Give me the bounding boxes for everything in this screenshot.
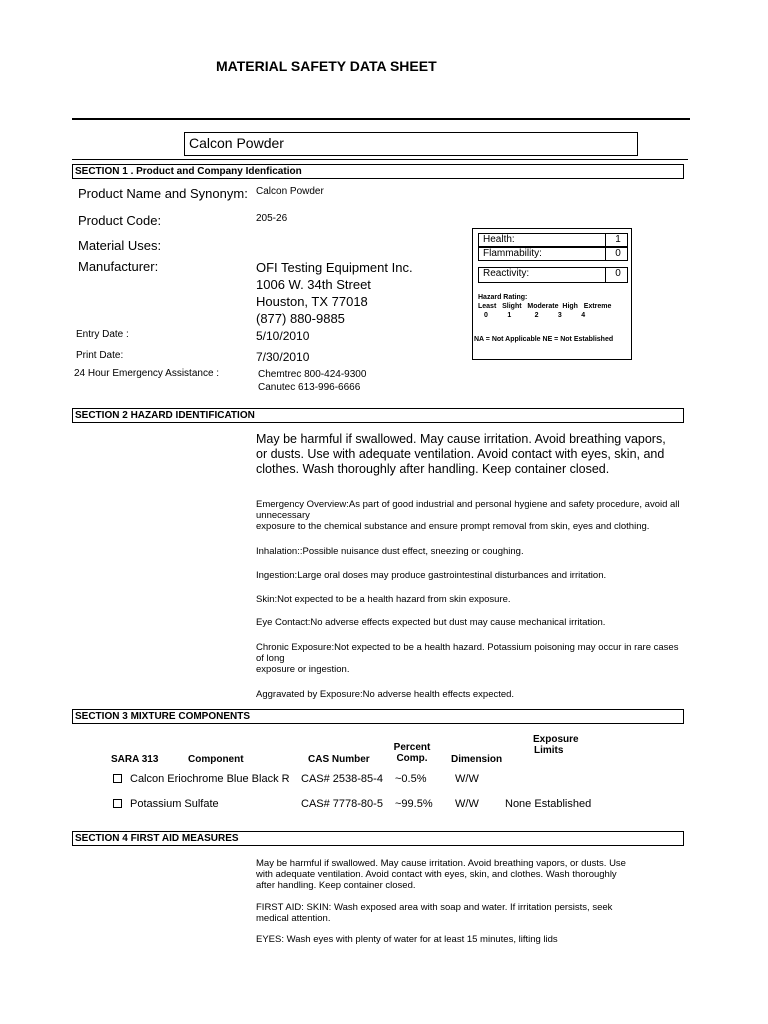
cas-number: CAS# 7778-80-5 — [301, 798, 383, 810]
section-3-header: SECTION 3 MIXTURE COMPONENTS — [72, 709, 684, 724]
health-row — [478, 233, 628, 247]
entry-date-label: Entry Date : — [76, 329, 129, 340]
emergency-label: 24 Hour Emergency Assistance : — [74, 368, 220, 379]
emergency-chemtrec: Chemtrec 800-424-9300 — [258, 369, 367, 380]
print-date-label: Print Date: — [76, 350, 124, 361]
manufacturer-block — [256, 259, 413, 327]
hazard-summary: May be harmful if swallowed. May cause irritation. Avoid breathing vapors, or dusts. Use with adequate ventilation. Avoid contact with eyes, skin, and clothes. Wash thoroughly after handling. Keep container closed. — [256, 432, 666, 476]
manufacturer-phone: (877) 880-9885 — [256, 311, 345, 326]
percent-comp: ~0.5% — [395, 773, 427, 785]
col-exposure-line-2: Limits — [534, 745, 564, 756]
product-name-box: Calcon Powder — [184, 132, 638, 156]
product-box-rule — [72, 159, 688, 160]
entry-date-value: 5/10/2010 — [256, 329, 310, 343]
flammability-value: 0 — [605, 248, 630, 260]
hazard-rating-numbers: 0 1 2 3 4 — [484, 312, 586, 319]
sara-checkbox[interactable] — [113, 799, 122, 808]
component-name: Potassium Sulfate — [130, 798, 219, 810]
product-code-value: 205-26 — [256, 213, 288, 224]
col-percent — [392, 742, 432, 764]
col-exposure-line-1: Exposure — [533, 734, 579, 745]
manufacturer-city: Houston, TX 77018 — [256, 294, 368, 309]
chronic-exposure — [256, 642, 686, 675]
section-1-header: SECTION 1 . Product and Company Idenfication — [72, 164, 684, 179]
ingestion-text: Ingestion:Large oral doses may produce gastrointestinal disturbances and irritation. — [256, 570, 607, 581]
col-dimension: Dimension — [451, 754, 503, 765]
percent-comp: ~99.5% — [395, 798, 433, 810]
col-cas: CAS Number — [308, 754, 370, 765]
material-uses-label: Material Uses: — [78, 238, 162, 253]
first-aid-eyes: EYES: Wash eyes with plenty of water for at least 15 minutes, lifting lids — [256, 934, 558, 945]
emergency-overview-line-2: exposure to the chemical substance and ensure prompt removal from skin, eyes and clothing. — [256, 521, 650, 532]
hazard-legend: NA = Not Applicable NE = Not Established — [474, 336, 614, 343]
dimension: W/W — [455, 773, 479, 785]
emergency-block — [258, 368, 366, 394]
manufacturer-name: OFI Testing Equipment Inc. — [256, 260, 413, 275]
col-component: Component — [188, 754, 244, 765]
skin-text: Skin:Not expected to be a health hazard from skin exposure. — [256, 594, 511, 605]
emergency-overview-line-1: Emergency Overview:As part of good industrial and personal hygiene and safety procedure, avoid all unnecessary — [256, 499, 680, 521]
aggravated-text: Aggravated by Exposure:No adverse health effects expected. — [256, 689, 515, 700]
exposure-limits: None Established — [505, 798, 592, 810]
section-4-header: SECTION 4 FIRST AID MEASURES — [72, 831, 684, 846]
manufacturer-label: Manufacturer: — [78, 259, 159, 274]
hazard-rating-labels: Least Slight Moderate High Extreme — [478, 303, 612, 310]
print-date-value: 7/30/2010 — [256, 350, 310, 364]
health-label: Health: — [483, 234, 515, 245]
inhalation-text: Inhalation::Possible nuisance dust effect, sneezing or coughing. — [256, 546, 524, 557]
component-name: Calcon Eriochrome Blue Black R — [130, 773, 290, 785]
product-code-label: Product Code: — [78, 213, 162, 228]
health-value: 1 — [605, 234, 630, 246]
reactivity-row — [478, 267, 628, 283]
eye-contact-text: Eye Contact:No adverse effects expected but dust may cause mechanical irritation. — [256, 617, 606, 628]
col-sara: SARA 313 — [111, 754, 159, 765]
sara-checkbox[interactable] — [113, 774, 122, 783]
manufacturer-street: 1006 W. 34th Street — [256, 277, 371, 292]
emergency-overview — [256, 499, 686, 532]
hazard-rating-title: Hazard Rating: — [478, 294, 528, 301]
flammability-label: Flammability: — [483, 248, 542, 259]
section-2-header: SECTION 2 HAZARD IDENTIFICATION — [72, 408, 684, 423]
first-aid-summary: May be harmful if swallowed. May cause irritation. Avoid breathing vapors, or dusts. Use with adequate ventilation. Avoid contact with eyes, skin, and clothes. Wash thoroughly after handling. Keep container closed. — [256, 858, 626, 891]
product-name-label: Product Name and Synonym: — [78, 186, 248, 201]
col-percent-line-2: Comp. — [396, 753, 428, 764]
col-percent-line-1: Percent — [393, 742, 431, 753]
chronic-line-1: Chronic Exposure:Not expected to be a health hazard. Potassium poisoning may occur in rare cases of long — [256, 642, 679, 664]
chronic-line-2: exposure or ingestion. — [256, 664, 350, 675]
document-title: MATERIAL SAFETY DATA SHEET — [216, 58, 437, 74]
emergency-canutec: Canutec 613-996-6666 — [258, 382, 361, 393]
flammability-row — [478, 247, 628, 261]
cas-number: CAS# 2538-85-4 — [301, 773, 383, 785]
reactivity-value: 0 — [605, 268, 630, 282]
reactivity-label: Reactivity: — [483, 268, 530, 279]
first-aid-skin: FIRST AID: SKIN: Wash exposed area with soap and water. If irritation persists, seek medical attention. — [256, 902, 613, 924]
product-name-value: Calcon Powder — [256, 186, 324, 197]
title-rule — [72, 118, 690, 120]
dimension: W/W — [455, 798, 479, 810]
col-exposure — [533, 734, 579, 756]
